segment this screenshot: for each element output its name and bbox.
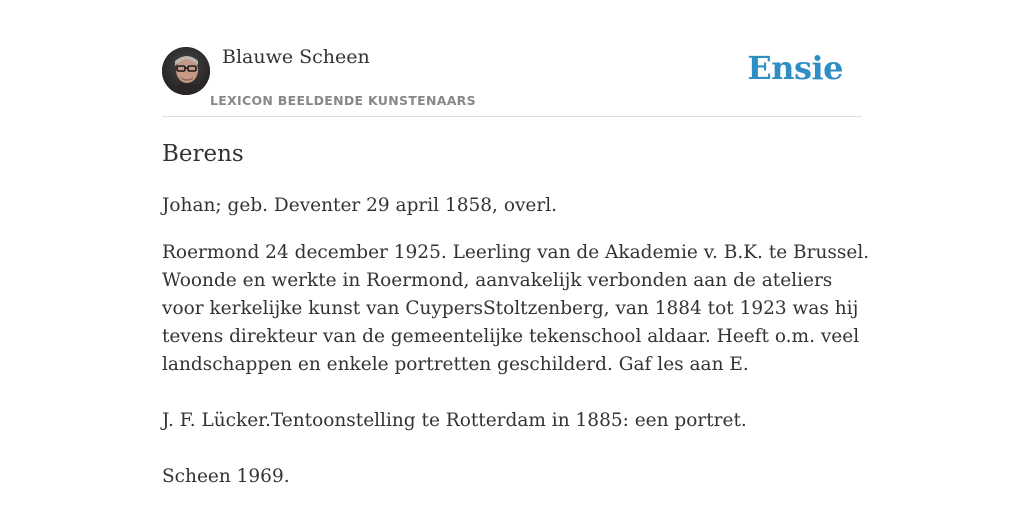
header — [162, 44, 862, 117]
publication-name[interactable]: LEXICON BEELDENDE KUNSTENAARS — [210, 93, 476, 108]
author-name[interactable]: Blauwe Scheen — [222, 46, 370, 68]
brand-logo[interactable]: Ensie — [747, 49, 843, 87]
article-title: Berens — [162, 141, 244, 167]
article-paragraph: Roermond 24 december 1925. Leerling van de Akademie v. B.K. te Brussel. Woonde en werkte in Roermond, aanvakelijk verbonden aan de ateliers voor kerkelijke kunst van CuypersStoltzenberg, van 1884 tot 1923 was hij tevens direkteur van de gemeentelijke tekenschool aldaar. Heeft o.m. veel landschappen en enkele portretten geschilderd. Gaf les aan E. — [162, 242, 870, 375]
article-paragraph: Johan; geb. Deventer 29 april 1858, overl. — [162, 195, 557, 216]
article-paragraph: J. F. Lücker.Tentoonstelling te Rotterdam in 1885: een portret. — [162, 410, 747, 431]
article — [162, 138, 872, 491]
avatar-icon — [162, 47, 210, 95]
author-avatar[interactable] — [162, 47, 210, 95]
article-paragraph: Scheen 1969. — [162, 466, 290, 487]
